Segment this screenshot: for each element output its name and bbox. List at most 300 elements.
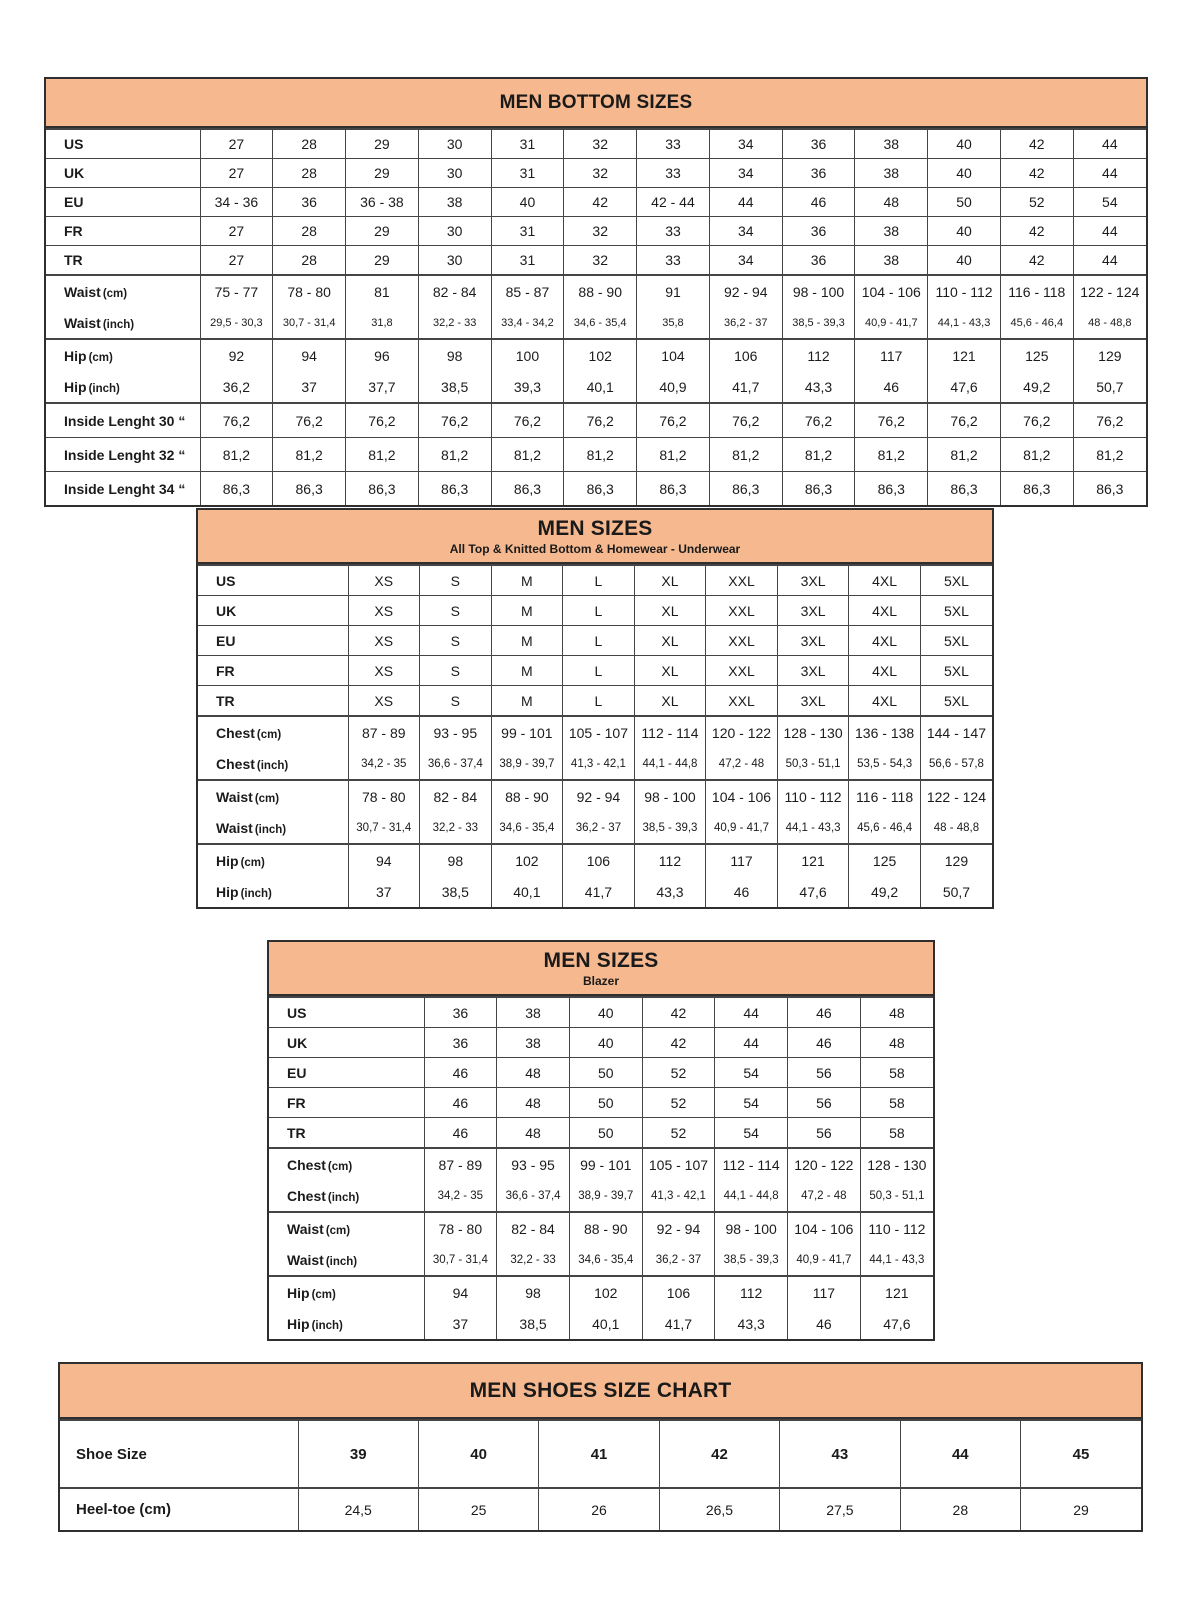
size-value-cell: 47,2 - 48 (788, 1180, 861, 1212)
size-value-cell: 94 (348, 844, 420, 876)
size-value-cell: 86,3 (418, 472, 491, 506)
size-value-cell: 122 - 124 (1073, 275, 1146, 307)
size-value-cell: 5XL (920, 565, 992, 596)
size-value-cell: 52 (642, 1118, 715, 1149)
size-value-cell: 41,7 (563, 876, 635, 907)
size-value-cell: 78 - 80 (424, 1212, 497, 1244)
size-value-cell: 37,7 (346, 371, 419, 403)
size-value-cell: 102 (569, 1276, 642, 1308)
size-value-cell: 86,3 (637, 472, 710, 506)
size-value-cell: 78 - 80 (273, 275, 346, 307)
size-value-cell: XL (634, 686, 706, 717)
size-value-cell: 47,6 (928, 371, 1001, 403)
table-row (269, 1180, 933, 1212)
size-value-cell: 32,2 - 33 (420, 812, 492, 844)
size-value-cell: 36 (782, 217, 855, 246)
size-value-cell: 81,2 (564, 438, 637, 472)
row-label: EU (198, 626, 348, 656)
men-blazer-sizes-table (267, 940, 935, 1341)
size-value-cell: 98 - 100 (634, 780, 706, 812)
size-value-cell: 54 (1073, 188, 1146, 217)
size-value-cell: 86,3 (855, 472, 928, 506)
size-value-cell: 47,6 (860, 1308, 933, 1339)
size-value-cell: 3XL (777, 656, 849, 686)
row-label-unit: (inch) (88, 382, 120, 395)
row-label-unit: (cm) (256, 728, 282, 741)
size-value-cell: 76,2 (1073, 403, 1146, 438)
size-value-cell: 43,3 (782, 371, 855, 403)
table-row (269, 1148, 933, 1180)
size-value-cell: 28 (273, 246, 346, 276)
size-value-cell: S (420, 596, 492, 626)
men-top-sizes-table (196, 508, 994, 909)
size-value-cell: 3XL (777, 596, 849, 626)
size-value-cell: 27,5 (780, 1488, 900, 1530)
size-value-cell: 49,2 (849, 876, 921, 907)
size-value-cell: XS (348, 596, 420, 626)
size-table (198, 564, 992, 907)
size-value-cell: 81,2 (1073, 438, 1146, 472)
size-value-cell: 34,2 - 35 (424, 1180, 497, 1212)
table-row (46, 129, 1146, 159)
size-value-cell: 46 (424, 1088, 497, 1118)
size-value-cell: 81 (346, 275, 419, 307)
size-value-cell: 110 - 112 (860, 1212, 933, 1244)
size-value-cell: 120 - 122 (706, 716, 778, 748)
table-row (198, 596, 992, 626)
size-value-cell: 38 (855, 129, 928, 159)
row-label: Hip (cm) (46, 339, 200, 371)
size-value-cell: M (491, 656, 563, 686)
size-value-cell: 38,5 - 39,3 (715, 1244, 788, 1276)
size-value-cell: 36 (782, 246, 855, 276)
table-row (198, 626, 992, 656)
size-value-cell: 38,5 (497, 1308, 570, 1339)
size-value-cell: 32,2 - 33 (418, 307, 491, 339)
table-row (198, 780, 992, 812)
size-value-cell: 98 (497, 1276, 570, 1308)
size-value-cell: 33,4 - 34,2 (491, 307, 564, 339)
size-value-cell: 46 (782, 188, 855, 217)
size-value-cell: 98 (418, 339, 491, 371)
size-value-cell: 91 (637, 275, 710, 307)
size-value-cell: XXL (706, 596, 778, 626)
row-label: UK (198, 596, 348, 626)
size-value-cell: 121 (777, 844, 849, 876)
size-value-cell: 112 - 114 (715, 1148, 788, 1180)
size-value-cell: 34 (709, 246, 782, 276)
size-value-cell: 33 (637, 217, 710, 246)
size-value-cell: 93 - 95 (497, 1148, 570, 1180)
size-value-cell: 26,5 (659, 1488, 779, 1530)
size-value-cell: 105 - 107 (563, 716, 635, 748)
size-value-cell: 41 (539, 1420, 659, 1488)
men-bottom-sizes-table (44, 77, 1148, 507)
size-value-cell: 30 (418, 217, 491, 246)
size-value-cell: 27 (200, 159, 273, 188)
size-value-cell: 58 (860, 1118, 933, 1149)
size-value-cell: 29 (346, 159, 419, 188)
size-value-cell: 33 (637, 159, 710, 188)
size-value-cell: 42 (1000, 246, 1073, 276)
row-label-unit: (inch) (325, 1255, 358, 1268)
size-value-cell: 50,3 - 51,1 (777, 748, 849, 780)
size-value-cell: 36,2 - 37 (563, 812, 635, 844)
size-value-cell: 44,1 - 44,8 (715, 1180, 788, 1212)
size-value-cell: 54 (715, 1058, 788, 1088)
size-value-cell: 31,8 (346, 307, 419, 339)
size-value-cell: 39 (298, 1420, 418, 1488)
table-row (269, 1212, 933, 1244)
size-value-cell: 81,2 (855, 438, 928, 472)
row-label: UK (269, 1028, 424, 1058)
size-value-cell: 112 (715, 1276, 788, 1308)
size-value-cell: 82 - 84 (497, 1212, 570, 1244)
row-label: Hip (cm) (198, 844, 348, 876)
size-value-cell: 121 (928, 339, 1001, 371)
size-value-cell: 36 (273, 188, 346, 217)
size-value-cell: 38 (855, 246, 928, 276)
size-value-cell: L (563, 626, 635, 656)
size-value-cell: 43,3 (634, 876, 706, 907)
size-value-cell: 53,5 - 54,3 (849, 748, 921, 780)
size-value-cell: 36,2 - 37 (642, 1244, 715, 1276)
size-value-cell: 50 (569, 1118, 642, 1149)
row-label-unit: (cm) (327, 1160, 353, 1173)
size-value-cell: 31 (491, 246, 564, 276)
size-value-cell: 76,2 (273, 403, 346, 438)
size-value-cell: 34 (709, 217, 782, 246)
men-shoes-size-table (58, 1362, 1143, 1532)
size-value-cell: 112 - 114 (634, 716, 706, 748)
table-row (198, 716, 992, 748)
size-value-cell: 52 (1000, 188, 1073, 217)
size-value-cell: 34 (709, 159, 782, 188)
row-label: Chest (cm) (269, 1148, 424, 1180)
table-header (46, 79, 1146, 128)
size-value-cell: XS (348, 686, 420, 717)
size-value-cell: 56 (788, 1058, 861, 1088)
row-label: Waist (inch) (64, 314, 135, 331)
table-title: MEN SIZES (543, 949, 659, 972)
size-value-cell: 87 - 89 (424, 1148, 497, 1180)
size-value-cell: 29 (346, 246, 419, 276)
size-value-cell: 29 (346, 129, 419, 159)
size-value-cell: 4XL (849, 686, 921, 717)
size-value-cell: 34 (709, 129, 782, 159)
size-value-cell: 34,6 - 35,4 (564, 307, 637, 339)
size-value-cell: 76,2 (1000, 403, 1073, 438)
table-row (46, 188, 1146, 217)
size-value-cell: 24,5 (298, 1488, 418, 1530)
row-label: TR (198, 686, 348, 717)
size-value-cell: 40,9 (637, 371, 710, 403)
size-value-cell: 33 (637, 129, 710, 159)
size-value-cell: 136 - 138 (849, 716, 921, 748)
size-value-cell: 41,3 - 42,1 (563, 748, 635, 780)
size-value-cell: 76,2 (855, 403, 928, 438)
size-value-cell: 54 (715, 1088, 788, 1118)
table-row (60, 1488, 1141, 1530)
size-value-cell: 37 (348, 876, 420, 907)
row-label: Chest (inch) (216, 755, 289, 772)
size-value-cell: 81,2 (200, 438, 273, 472)
size-value-cell: 38,5 - 39,3 (634, 812, 706, 844)
row-label: FR (269, 1088, 424, 1118)
table-row (269, 1058, 933, 1088)
size-value-cell: 102 (491, 844, 563, 876)
size-value-cell: 34,6 - 35,4 (491, 812, 563, 844)
size-value-cell: 38 (418, 188, 491, 217)
size-value-cell: 38 (855, 217, 928, 246)
size-value-cell: L (563, 596, 635, 626)
table-row (46, 339, 1146, 371)
size-value-cell: 96 (346, 339, 419, 371)
size-value-cell: 43 (780, 1420, 900, 1488)
size-value-cell: 38 (855, 159, 928, 188)
size-value-cell: 38 (497, 997, 570, 1028)
row-label: FR (198, 656, 348, 686)
size-value-cell: 42 (642, 1028, 715, 1058)
size-value-cell: 5XL (920, 686, 992, 717)
row-label-unit: (inch) (102, 318, 135, 331)
size-value-cell: 104 - 106 (788, 1212, 861, 1244)
size-value-cell: 32 (564, 217, 637, 246)
table-row (46, 217, 1146, 246)
size-value-cell: 44 (715, 1028, 788, 1058)
size-value-cell: 82 - 84 (420, 780, 492, 812)
size-value-cell: 92 - 94 (642, 1212, 715, 1244)
row-label: Heel-toe (cm) (60, 1488, 298, 1530)
size-value-cell: 40,1 (564, 371, 637, 403)
row-label: Hip (inch) (64, 378, 120, 395)
size-value-cell: 88 - 90 (569, 1212, 642, 1244)
size-value-cell: 42 (1000, 129, 1073, 159)
size-value-cell: 86,3 (200, 472, 273, 506)
row-label: Hip (inch) (287, 1315, 343, 1332)
size-value-cell: M (491, 686, 563, 717)
table-title: MEN BOTTOM SIZES (499, 92, 693, 113)
table-row (46, 403, 1146, 438)
table-row (269, 1118, 933, 1149)
size-value-cell: 34 - 36 (200, 188, 273, 217)
size-value-cell: 128 - 130 (860, 1148, 933, 1180)
size-value-cell: 129 (1073, 339, 1146, 371)
size-value-cell: 76,2 (928, 403, 1001, 438)
size-value-cell: 125 (1000, 339, 1073, 371)
size-value-cell: M (491, 565, 563, 596)
size-value-cell: 50 (569, 1058, 642, 1088)
size-value-cell: 33 (637, 246, 710, 276)
size-value-cell: S (420, 656, 492, 686)
size-value-cell: 76,2 (200, 403, 273, 438)
size-value-cell: 28 (900, 1488, 1020, 1530)
size-value-cell: 44 (1073, 217, 1146, 246)
size-value-cell: 85 - 87 (491, 275, 564, 307)
size-value-cell: 34,6 - 35,4 (569, 1244, 642, 1276)
size-value-cell: 81,2 (637, 438, 710, 472)
size-value-cell: 41,3 - 42,1 (642, 1180, 715, 1212)
size-value-cell: 110 - 112 (777, 780, 849, 812)
size-value-cell: 106 (642, 1276, 715, 1308)
size-value-cell: M (491, 596, 563, 626)
size-value-cell: 117 (706, 844, 778, 876)
row-label: Waist (cm) (198, 780, 348, 812)
size-value-cell: 30 (418, 129, 491, 159)
size-value-cell: 92 - 94 (563, 780, 635, 812)
size-value-cell: 31 (491, 159, 564, 188)
size-value-cell: 27 (200, 217, 273, 246)
size-value-cell: 81,2 (928, 438, 1001, 472)
size-value-cell: 50 (569, 1088, 642, 1118)
row-label: EU (46, 188, 200, 217)
row-label: US (269, 997, 424, 1028)
size-table (269, 996, 933, 1339)
size-value-cell: 52 (642, 1088, 715, 1118)
size-value-cell: 56 (788, 1088, 861, 1118)
size-value-cell: 54 (715, 1118, 788, 1149)
size-value-cell: 98 (420, 844, 492, 876)
row-label: TR (46, 246, 200, 276)
size-value-cell: 117 (788, 1276, 861, 1308)
size-value-cell: 27 (200, 129, 273, 159)
table-row (198, 686, 992, 717)
row-label: Inside Lenght 32 “ (46, 438, 200, 472)
size-value-cell: 36,2 - 37 (709, 307, 782, 339)
table-row (269, 1276, 933, 1308)
table-subtitle: Blazer (582, 974, 620, 988)
size-value-cell: 86,3 (782, 472, 855, 506)
size-value-cell: 3XL (777, 626, 849, 656)
size-value-cell: 81,2 (782, 438, 855, 472)
size-value-cell: 38,9 - 39,7 (569, 1180, 642, 1212)
size-value-cell: 29 (1021, 1488, 1141, 1530)
row-label-unit: (cm) (240, 856, 265, 869)
size-value-cell: 100 (491, 339, 564, 371)
size-value-cell: 48 (497, 1118, 570, 1149)
size-value-cell: L (563, 656, 635, 686)
row-label: Waist (inch) (287, 1251, 358, 1268)
size-value-cell: 44 (1073, 246, 1146, 276)
size-value-cell: 86,3 (928, 472, 1001, 506)
size-value-cell: 31 (491, 129, 564, 159)
size-value-cell: 3XL (777, 565, 849, 596)
size-value-cell: S (420, 565, 492, 596)
size-value-cell: 76,2 (564, 403, 637, 438)
table-row (198, 565, 992, 596)
size-value-cell: XS (348, 626, 420, 656)
size-value-cell: 37 (424, 1308, 497, 1339)
size-value-cell: 41,7 (709, 371, 782, 403)
size-table (60, 1419, 1141, 1530)
size-value-cell: 40,9 - 41,7 (855, 307, 928, 339)
size-value-cell: 44,1 - 43,3 (928, 307, 1001, 339)
size-value-cell: 93 - 95 (420, 716, 492, 748)
size-value-cell: S (420, 626, 492, 656)
size-value-cell: 58 (860, 1088, 933, 1118)
size-value-cell: 81,2 (491, 438, 564, 472)
size-value-cell: 92 (200, 339, 273, 371)
size-value-cell: 48 (860, 997, 933, 1028)
size-value-cell: 48 (860, 1028, 933, 1058)
size-value-cell: 87 - 89 (348, 716, 420, 748)
size-value-cell: 120 - 122 (788, 1148, 861, 1180)
size-value-cell: 81,2 (346, 438, 419, 472)
size-value-cell: 92 - 94 (709, 275, 782, 307)
size-value-cell: 52 (642, 1058, 715, 1088)
size-value-cell: 38,5 (420, 876, 492, 907)
size-value-cell: 4XL (849, 626, 921, 656)
size-value-cell: 38,9 - 39,7 (491, 748, 563, 780)
size-value-cell: 3XL (777, 686, 849, 717)
size-table (46, 128, 1146, 505)
size-value-cell: 31 (491, 217, 564, 246)
size-value-cell: 98 - 100 (782, 275, 855, 307)
row-label-unit: (inch) (240, 887, 272, 900)
size-value-cell: 29,5 - 30,3 (200, 307, 273, 339)
size-value-cell: 44 (715, 997, 788, 1028)
table-row (60, 1420, 1141, 1488)
size-value-cell: XXL (706, 565, 778, 596)
size-value-cell: 75 - 77 (200, 275, 273, 307)
size-value-cell: 99 - 101 (491, 716, 563, 748)
table-row (269, 1088, 933, 1118)
size-value-cell: 30,7 - 31,4 (273, 307, 346, 339)
size-value-cell: 50,7 (1073, 371, 1146, 403)
size-value-cell: 82 - 84 (418, 275, 491, 307)
size-value-cell: 76,2 (346, 403, 419, 438)
table-row (269, 1028, 933, 1058)
size-value-cell: 76,2 (418, 403, 491, 438)
size-value-cell: 117 (855, 339, 928, 371)
size-value-cell: 128 - 130 (777, 716, 849, 748)
size-value-cell: 47,2 - 48 (706, 748, 778, 780)
size-value-cell: 40 (569, 997, 642, 1028)
size-value-cell: L (563, 565, 635, 596)
size-value-cell: XL (634, 596, 706, 626)
size-value-cell: 48 - 48,8 (920, 812, 992, 844)
size-value-cell: M (491, 626, 563, 656)
table-row (269, 1308, 933, 1339)
size-value-cell: 48 (497, 1088, 570, 1118)
size-value-cell: 28 (273, 159, 346, 188)
size-value-cell: 44 (1073, 159, 1146, 188)
size-value-cell: 40 (928, 217, 1001, 246)
size-value-cell: 98 - 100 (715, 1212, 788, 1244)
table-header (60, 1364, 1141, 1419)
size-value-cell: 46 (424, 1118, 497, 1149)
row-label: UK (46, 159, 200, 188)
size-value-cell: 40,1 (491, 876, 563, 907)
size-value-cell: 40 (418, 1420, 538, 1488)
size-value-cell: 32 (564, 159, 637, 188)
size-value-cell: 42 (1000, 159, 1073, 188)
row-label: Chest (inch) (287, 1187, 360, 1204)
table-row (46, 472, 1146, 506)
size-value-cell: 86,3 (491, 472, 564, 506)
size-value-cell: 106 (563, 844, 635, 876)
size-value-cell: 30,7 - 31,4 (424, 1244, 497, 1276)
size-value-cell: 36,6 - 37,4 (420, 748, 492, 780)
size-value-cell: 35,8 (637, 307, 710, 339)
row-label: US (198, 565, 348, 596)
size-value-cell: 88 - 90 (491, 780, 563, 812)
table-row (46, 246, 1146, 276)
size-value-cell: 50,7 (920, 876, 992, 907)
row-label: FR (46, 217, 200, 246)
size-value-cell: 81,2 (709, 438, 782, 472)
size-value-cell: L (563, 686, 635, 717)
